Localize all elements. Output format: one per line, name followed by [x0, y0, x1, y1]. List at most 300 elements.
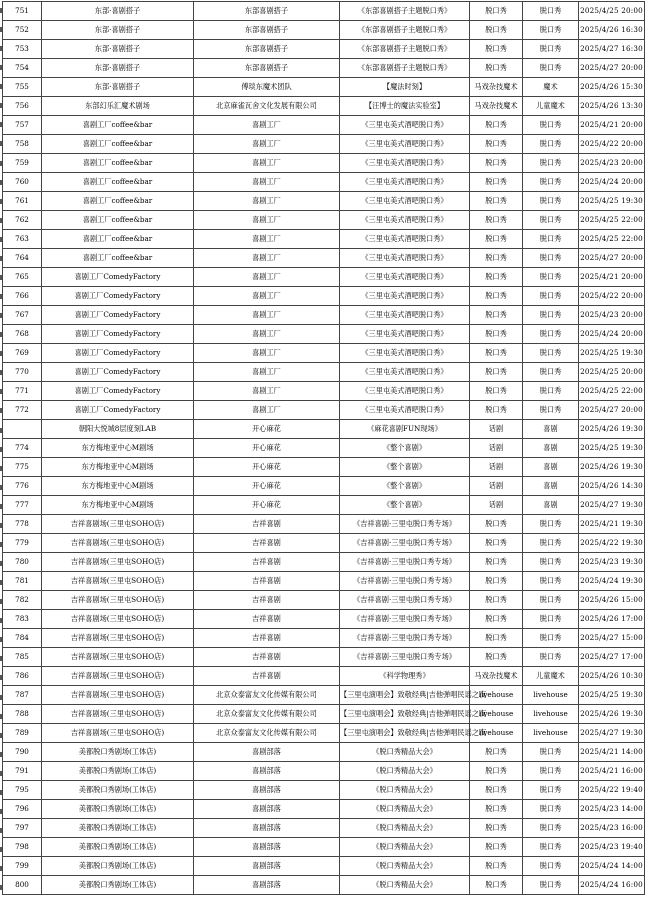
category-cell: livehouse [470, 705, 523, 724]
subcategory-cell: 脱口秀 [523, 306, 579, 325]
datetime-cell: 2025/4/27 20:00 [579, 249, 645, 268]
table-row [3, 420, 645, 439]
row-number-cell: 768 [3, 325, 42, 344]
row-number-cell: 796 [3, 800, 42, 819]
subcategory-cell: livehouse [523, 724, 579, 743]
category-cell: 脱口秀 [470, 762, 523, 781]
show-title-cell: 《吉祥喜剧·三里屯脱口秀专场》 [340, 610, 470, 629]
datetime-cell: 2025/4/21 20:00 [579, 116, 645, 135]
subcategory-cell: livehouse [523, 705, 579, 724]
subcategory-cell: 喜剧 [523, 458, 579, 477]
venue-cell: 东部·喜剧搭子 [42, 78, 194, 97]
organizer-cell: 吉祥喜剧 [194, 591, 340, 610]
table-row [3, 382, 645, 401]
subcategory-cell: 脱口秀 [523, 59, 579, 78]
organizer-cell: 开心麻花 [194, 477, 340, 496]
venue-cell: 东方梅地亚中心M剧场 [42, 496, 194, 515]
datetime-cell: 2025/4/24 14:00 [579, 857, 645, 876]
row-number-cell: 772 [3, 401, 42, 420]
category-cell: 脱口秀 [470, 268, 523, 287]
row-number-cell: 785 [3, 648, 42, 667]
datetime-cell: 2025/4/26 15:30 [579, 78, 645, 97]
datetime-cell: 2025/4/22 19:30 [579, 534, 645, 553]
table-row [3, 211, 645, 230]
table-row [3, 819, 645, 838]
row-number-cell: 788 [3, 705, 42, 724]
subcategory-cell: 脱口秀 [523, 363, 579, 382]
show-title-cell: 《吉祥喜剧·三里屯脱口秀专场》 [340, 648, 470, 667]
venue-cell: 吉祥喜剧场(三里屯SOHO店) [42, 610, 194, 629]
show-title-cell: 《东部喜剧搭子主题脱口秀》 [340, 2, 470, 21]
subcategory-cell: 脱口秀 [523, 591, 579, 610]
table-row [3, 401, 645, 420]
datetime-cell: 2025/4/26 19:30 [579, 705, 645, 724]
organizer-cell: 喜剧工厂 [194, 382, 340, 401]
show-title-cell: 【三里屯演唱会】致敬经典|吉他弹唱民谣之夜 [340, 724, 470, 743]
venue-cell: 东方梅地亚中心M剧场 [42, 477, 194, 496]
row-number-cell: 775 [3, 458, 42, 477]
datetime-cell: 2025/4/25 19:30 [579, 344, 645, 363]
show-title-cell: 《东部喜剧搭子主题脱口秀》 [340, 40, 470, 59]
table-row [3, 439, 645, 458]
row-number-cell: 758 [3, 135, 42, 154]
datetime-cell: 2025/4/23 19:30 [579, 553, 645, 572]
row-number-cell: 782 [3, 591, 42, 610]
datetime-cell: 2025/4/27 17:00 [579, 648, 645, 667]
table-row [3, 686, 645, 705]
venue-cell: 朝阳大悦城8层度刻LAB [42, 420, 194, 439]
row-number-cell: 753 [3, 40, 42, 59]
organizer-cell: 开心麻花 [194, 458, 340, 477]
organizer-cell: 喜剧工厂 [194, 287, 340, 306]
category-cell: 脱口秀 [470, 819, 523, 838]
datetime-cell: 2025/4/25 22:00 [579, 382, 645, 401]
organizer-cell: 吉祥喜剧 [194, 534, 340, 553]
row-number-cell: 774 [3, 439, 42, 458]
row-number-cell: 763 [3, 230, 42, 249]
datetime-cell: 2025/4/25 20:00 [579, 363, 645, 382]
category-cell: 脱口秀 [470, 249, 523, 268]
show-title-cell: 《吉祥喜剧·三里屯脱口秀专场》 [340, 572, 470, 591]
organizer-cell: 喜剧部落 [194, 876, 340, 895]
organizer-cell: 喜剧部落 [194, 819, 340, 838]
row-number-cell: 778 [3, 515, 42, 534]
category-cell: 脱口秀 [470, 876, 523, 895]
category-cell: 脱口秀 [470, 59, 523, 78]
subcategory-cell: 脱口秀 [523, 154, 579, 173]
subcategory-cell: 脱口秀 [523, 838, 579, 857]
subcategory-cell: 魔术 [523, 78, 579, 97]
subcategory-cell: 脱口秀 [523, 762, 579, 781]
category-cell: 脱口秀 [470, 401, 523, 420]
row-number-cell: 767 [3, 306, 42, 325]
show-title-cell: 《三里屯美式酒吧脱口秀》 [340, 192, 470, 211]
organizer-cell: 喜剧工厂 [194, 401, 340, 420]
table-row [3, 40, 645, 59]
show-title-cell: 《科学物理秀》 [340, 667, 470, 686]
table-row [3, 344, 645, 363]
table-row [3, 515, 645, 534]
show-title-cell: 《脱口秀精品大会》 [340, 781, 470, 800]
row-number-cell: 766 [3, 287, 42, 306]
table-row [3, 2, 645, 21]
category-cell: 马戏杂技魔术 [470, 97, 523, 116]
subcategory-cell: 儿童魔术 [523, 667, 579, 686]
table-row [3, 648, 645, 667]
performance-schedule-table [2, 1, 645, 895]
datetime-cell: 2025/4/27 15:00 [579, 629, 645, 648]
datetime-cell: 2025/4/25 22:00 [579, 230, 645, 249]
datetime-cell: 2025/4/24 19:30 [579, 572, 645, 591]
venue-cell: 美都脱口秀剧场(工体店) [42, 743, 194, 762]
row-number-cell: 795 [3, 781, 42, 800]
venue-cell: 东方梅地亚中心M剧场 [42, 458, 194, 477]
venue-cell: 喜剧工厂coffee&bar [42, 154, 194, 173]
organizer-cell: 吉祥喜剧 [194, 553, 340, 572]
subcategory-cell: 脱口秀 [523, 2, 579, 21]
table-row [3, 325, 645, 344]
organizer-cell: 喜剧工厂 [194, 116, 340, 135]
organizer-cell: 喜剧工厂 [194, 135, 340, 154]
show-title-cell: 《吉祥喜剧·三里屯脱口秀专场》 [340, 553, 470, 572]
organizer-cell: 喜剧工厂 [194, 173, 340, 192]
venue-cell: 喜剧工厂coffee&bar [42, 192, 194, 211]
row-number-cell: 784 [3, 629, 42, 648]
row-number-cell: 799 [3, 857, 42, 876]
subcategory-cell: 脱口秀 [523, 800, 579, 819]
table-row [3, 59, 645, 78]
subcategory-cell: 脱口秀 [523, 553, 579, 572]
show-title-cell: 《脱口秀精品大会》 [340, 800, 470, 819]
datetime-cell: 2025/4/26 10:30 [579, 667, 645, 686]
category-cell: 脱口秀 [470, 306, 523, 325]
show-title-cell: 《三里屯美式酒吧脱口秀》 [340, 306, 470, 325]
row-number-cell: 759 [3, 154, 42, 173]
venue-cell: 喜剧工厂coffee&bar [42, 173, 194, 192]
organizer-cell: 开心麻花 [194, 496, 340, 515]
show-title-cell: 《三里屯美式酒吧脱口秀》 [340, 344, 470, 363]
datetime-cell: 2025/4/21 20:00 [579, 268, 645, 287]
subcategory-cell: 脱口秀 [523, 325, 579, 344]
datetime-cell: 2025/4/24 20:00 [579, 325, 645, 344]
category-cell: 脱口秀 [470, 135, 523, 154]
organizer-cell: 吉祥喜剧 [194, 515, 340, 534]
table-row [3, 553, 645, 572]
subcategory-cell: 脱口秀 [523, 515, 579, 534]
category-cell: 脱口秀 [470, 553, 523, 572]
category-cell: 脱口秀 [470, 154, 523, 173]
row-number-cell: 755 [3, 78, 42, 97]
category-cell: 脱口秀 [470, 116, 523, 135]
venue-cell: 喜剧工厂ComedyFactory [42, 401, 194, 420]
show-title-cell: 《三里屯美式酒吧脱口秀》 [340, 363, 470, 382]
category-cell: 脱口秀 [470, 325, 523, 344]
datetime-cell: 2025/4/27 19:30 [579, 496, 645, 515]
subcategory-cell: 脱口秀 [523, 21, 579, 40]
subcategory-cell: 脱口秀 [523, 610, 579, 629]
organizer-cell: 东部喜剧搭子 [194, 40, 340, 59]
row-number-cell: 756 [3, 97, 42, 116]
organizer-cell: 北京众泰富友文化传媒有限公司 [194, 705, 340, 724]
datetime-cell: 2025/4/25 22:00 [579, 211, 645, 230]
row-number-cell: 797 [3, 819, 42, 838]
table-row [3, 743, 645, 762]
category-cell: 脱口秀 [470, 838, 523, 857]
organizer-cell: 喜剧工厂 [194, 230, 340, 249]
row-number-cell: 757 [3, 116, 42, 135]
show-title-cell: 《吉祥喜剧·三里屯脱口秀专场》 [340, 629, 470, 648]
category-cell: 脱口秀 [470, 344, 523, 363]
subcategory-cell: 脱口秀 [523, 192, 579, 211]
datetime-cell: 2025/4/27 20:00 [579, 59, 645, 78]
table-row [3, 572, 645, 591]
table-row [3, 857, 645, 876]
organizer-cell: 喜剧部落 [194, 838, 340, 857]
subcategory-cell: 喜剧 [523, 420, 579, 439]
category-cell: 脱口秀 [470, 230, 523, 249]
row-number-cell: 777 [3, 496, 42, 515]
category-cell: 话剧 [470, 496, 523, 515]
row-number-cell: 790 [3, 743, 42, 762]
table-row [3, 629, 645, 648]
venue-cell: 吉祥喜剧场(三里屯SOHO店) [42, 515, 194, 534]
organizer-cell: 喜剧工厂 [194, 306, 340, 325]
category-cell: 脱口秀 [470, 40, 523, 59]
subcategory-cell: 脱口秀 [523, 781, 579, 800]
datetime-cell: 2025/4/26 15:00 [579, 591, 645, 610]
table-row [3, 97, 645, 116]
organizer-cell: 东部喜剧搭子 [194, 2, 340, 21]
subcategory-cell: 喜剧 [523, 439, 579, 458]
organizer-cell: 吉祥喜剧 [194, 667, 340, 686]
row-number-cell: 754 [3, 59, 42, 78]
row-number-cell: 791 [3, 762, 42, 781]
category-cell: 话剧 [470, 458, 523, 477]
venue-cell: 东部·喜剧搭子 [42, 59, 194, 78]
category-cell: 话剧 [470, 439, 523, 458]
subcategory-cell: 脱口秀 [523, 344, 579, 363]
subcategory-cell: 脱口秀 [523, 268, 579, 287]
organizer-cell: 吉祥喜剧 [194, 572, 340, 591]
row-number-cell: 783 [3, 610, 42, 629]
show-title-cell: 《麻花喜剧FUN现场》 [340, 420, 470, 439]
organizer-cell: 开心麻花 [194, 439, 340, 458]
show-title-cell: 《脱口秀精品大会》 [340, 857, 470, 876]
category-cell: 脱口秀 [470, 21, 523, 40]
table-row [3, 287, 645, 306]
organizer-cell: 傅琰东魔术团队 [194, 78, 340, 97]
datetime-cell: 2025/4/26 16:30 [579, 21, 645, 40]
subcategory-cell: 喜剧 [523, 477, 579, 496]
subcategory-cell: 脱口秀 [523, 629, 579, 648]
show-title-cell: 《三里屯美式酒吧脱口秀》 [340, 325, 470, 344]
category-cell: 脱口秀 [470, 382, 523, 401]
venue-cell: 美都脱口秀剧场(工体店) [42, 838, 194, 857]
venue-cell: 美都脱口秀剧场(工体店) [42, 819, 194, 838]
table-row [3, 591, 645, 610]
datetime-cell: 2025/4/22 19:40 [579, 781, 645, 800]
organizer-cell: 喜剧工厂 [194, 325, 340, 344]
show-title-cell: 《三里屯美式酒吧脱口秀》 [340, 249, 470, 268]
table-row [3, 534, 645, 553]
show-title-cell: 【魔法时刻】 [340, 78, 470, 97]
organizer-cell: 吉祥喜剧 [194, 648, 340, 667]
show-title-cell: 《吉祥喜剧·三里屯脱口秀专场》 [340, 515, 470, 534]
category-cell: 话剧 [470, 477, 523, 496]
venue-cell: 东部·喜剧搭子 [42, 2, 194, 21]
table-row [3, 173, 645, 192]
category-cell: 脱口秀 [470, 287, 523, 306]
table-row [3, 21, 645, 40]
venue-cell: 吉祥喜剧场(三里屯SOHO店) [42, 705, 194, 724]
category-cell: 脱口秀 [470, 211, 523, 230]
category-cell: 脱口秀 [470, 515, 523, 534]
datetime-cell: 2025/4/26 13:30 [579, 97, 645, 116]
venue-cell: 喜剧工厂ComedyFactory [42, 325, 194, 344]
venue-cell: 喜剧工厂coffee&bar [42, 230, 194, 249]
organizer-cell: 喜剧部落 [194, 781, 340, 800]
show-title-cell: 《整个喜剧》 [340, 458, 470, 477]
datetime-cell: 2025/4/23 19:40 [579, 838, 645, 857]
subcategory-cell: 脱口秀 [523, 648, 579, 667]
venue-cell: 吉祥喜剧场(三里屯SOHO店) [42, 724, 194, 743]
datetime-cell: 2025/4/26 19:30 [579, 420, 645, 439]
show-title-cell: 《三里屯美式酒吧脱口秀》 [340, 382, 470, 401]
table-row [3, 762, 645, 781]
row-number-cell: 764 [3, 249, 42, 268]
show-title-cell: 《脱口秀精品大会》 [340, 762, 470, 781]
row-number-cell: 780 [3, 553, 42, 572]
venue-cell: 喜剧工厂coffee&bar [42, 211, 194, 230]
venue-cell: 东部·喜剧搭子 [42, 40, 194, 59]
row-number-cell: 761 [3, 192, 42, 211]
row-number-cell: 776 [3, 477, 42, 496]
organizer-cell: 吉祥喜剧 [194, 629, 340, 648]
table-row [3, 306, 645, 325]
subcategory-cell: 脱口秀 [523, 40, 579, 59]
row-number-cell: 752 [3, 21, 42, 40]
row-number-cell: 771 [3, 382, 42, 401]
category-cell: 脱口秀 [470, 192, 523, 211]
table-row [3, 363, 645, 382]
organizer-cell: 北京麻雀瓦舍文化发展有限公司 [194, 97, 340, 116]
category-cell: 脱口秀 [470, 648, 523, 667]
datetime-cell: 2025/4/27 19:30 [579, 724, 645, 743]
venue-cell: 喜剧工厂ComedyFactory [42, 268, 194, 287]
table-row [3, 477, 645, 496]
venue-cell: 吉祥喜剧场(三里屯SOHO店) [42, 648, 194, 667]
datetime-cell: 2025/4/21 16:00 [579, 762, 645, 781]
show-title-cell: 《三里屯美式酒吧脱口秀》 [340, 287, 470, 306]
venue-cell: 喜剧工厂coffee&bar [42, 135, 194, 154]
subcategory-cell: livehouse [523, 686, 579, 705]
show-title-cell: 《吉祥喜剧·三里屯脱口秀专场》 [340, 534, 470, 553]
table-row [3, 249, 645, 268]
category-cell: 脱口秀 [470, 363, 523, 382]
organizer-cell: 喜剧工厂 [194, 211, 340, 230]
venue-cell: 喜剧工厂coffee&bar [42, 249, 194, 268]
subcategory-cell: 脱口秀 [523, 857, 579, 876]
row-number-cell: 789 [3, 724, 42, 743]
show-title-cell: 《三里屯美式酒吧脱口秀》 [340, 116, 470, 135]
row-number-cell: 779 [3, 534, 42, 553]
datetime-cell: 2025/4/25 20:00 [579, 2, 645, 21]
venue-cell: 美都脱口秀剧场(工体店) [42, 762, 194, 781]
subcategory-cell: 脱口秀 [523, 743, 579, 762]
organizer-cell: 开心麻花 [194, 420, 340, 439]
row-number-cell: 765 [3, 268, 42, 287]
table-row [3, 876, 645, 895]
category-cell: 脱口秀 [470, 781, 523, 800]
category-cell: 脱口秀 [470, 2, 523, 21]
datetime-cell: 2025/4/21 14:00 [579, 743, 645, 762]
subcategory-cell: 脱口秀 [523, 135, 579, 154]
show-title-cell: 《整个喜剧》 [340, 439, 470, 458]
category-cell: 脱口秀 [470, 857, 523, 876]
venue-cell: 喜剧工厂ComedyFactory [42, 306, 194, 325]
table-row [3, 667, 645, 686]
organizer-cell: 北京众泰富友文化传媒有限公司 [194, 724, 340, 743]
table-row [3, 135, 645, 154]
subcategory-cell: 脱口秀 [523, 287, 579, 306]
datetime-cell: 2025/4/26 19:30 [579, 458, 645, 477]
venue-cell: 东部·喜剧搭子 [42, 21, 194, 40]
datetime-cell: 2025/4/27 20:00 [579, 401, 645, 420]
datetime-cell: 2025/4/23 20:00 [579, 306, 645, 325]
organizer-cell: 东部喜剧搭子 [194, 21, 340, 40]
venue-cell: 美都脱口秀剧场(工体店) [42, 800, 194, 819]
show-title-cell: 《脱口秀精品大会》 [340, 838, 470, 857]
row-number-cell [3, 420, 42, 439]
table-row [3, 800, 645, 819]
organizer-cell: 喜剧工厂 [194, 344, 340, 363]
subcategory-cell: 脱口秀 [523, 534, 579, 553]
show-title-cell: 《三里屯美式酒吧脱口秀》 [340, 211, 470, 230]
datetime-cell: 2025/4/22 20:00 [579, 135, 645, 154]
subcategory-cell: 脱口秀 [523, 876, 579, 895]
row-number-cell: 769 [3, 344, 42, 363]
row-number-cell: 760 [3, 173, 42, 192]
organizer-cell: 喜剧部落 [194, 800, 340, 819]
venue-cell: 喜剧工厂ComedyFactory [42, 287, 194, 306]
datetime-cell: 2025/4/24 20:00 [579, 173, 645, 192]
datetime-cell: 2025/4/22 20:00 [579, 287, 645, 306]
category-cell: 脱口秀 [470, 743, 523, 762]
category-cell: 脱口秀 [470, 610, 523, 629]
subcategory-cell: 脱口秀 [523, 572, 579, 591]
row-number-cell: 800 [3, 876, 42, 895]
venue-cell: 东部幻乐汇魔术剧场 [42, 97, 194, 116]
datetime-cell: 2025/4/26 14:30 [579, 477, 645, 496]
venue-cell: 美都脱口秀剧场(工体店) [42, 876, 194, 895]
show-title-cell: 《三里屯美式酒吧脱口秀》 [340, 154, 470, 173]
table-row [3, 458, 645, 477]
show-title-cell: 《三里屯美式酒吧脱口秀》 [340, 268, 470, 287]
datetime-cell: 2025/4/23 20:00 [579, 154, 645, 173]
subcategory-cell: 脱口秀 [523, 211, 579, 230]
venue-cell: 喜剧工厂ComedyFactory [42, 344, 194, 363]
venue-cell: 吉祥喜剧场(三里屯SOHO店) [42, 591, 194, 610]
datetime-cell: 2025/4/25 19:30 [579, 686, 645, 705]
show-title-cell: 【汪博士的魔法实验室】 [340, 97, 470, 116]
organizer-cell: 北京众泰富友文化传媒有限公司 [194, 686, 340, 705]
row-number-cell: 781 [3, 572, 42, 591]
datetime-cell: 2025/4/26 17:00 [579, 610, 645, 629]
subcategory-cell: 脱口秀 [523, 249, 579, 268]
datetime-cell: 2025/4/24 16:00 [579, 876, 645, 895]
table-row [3, 838, 645, 857]
venue-cell: 美都脱口秀剧场(工体店) [42, 857, 194, 876]
